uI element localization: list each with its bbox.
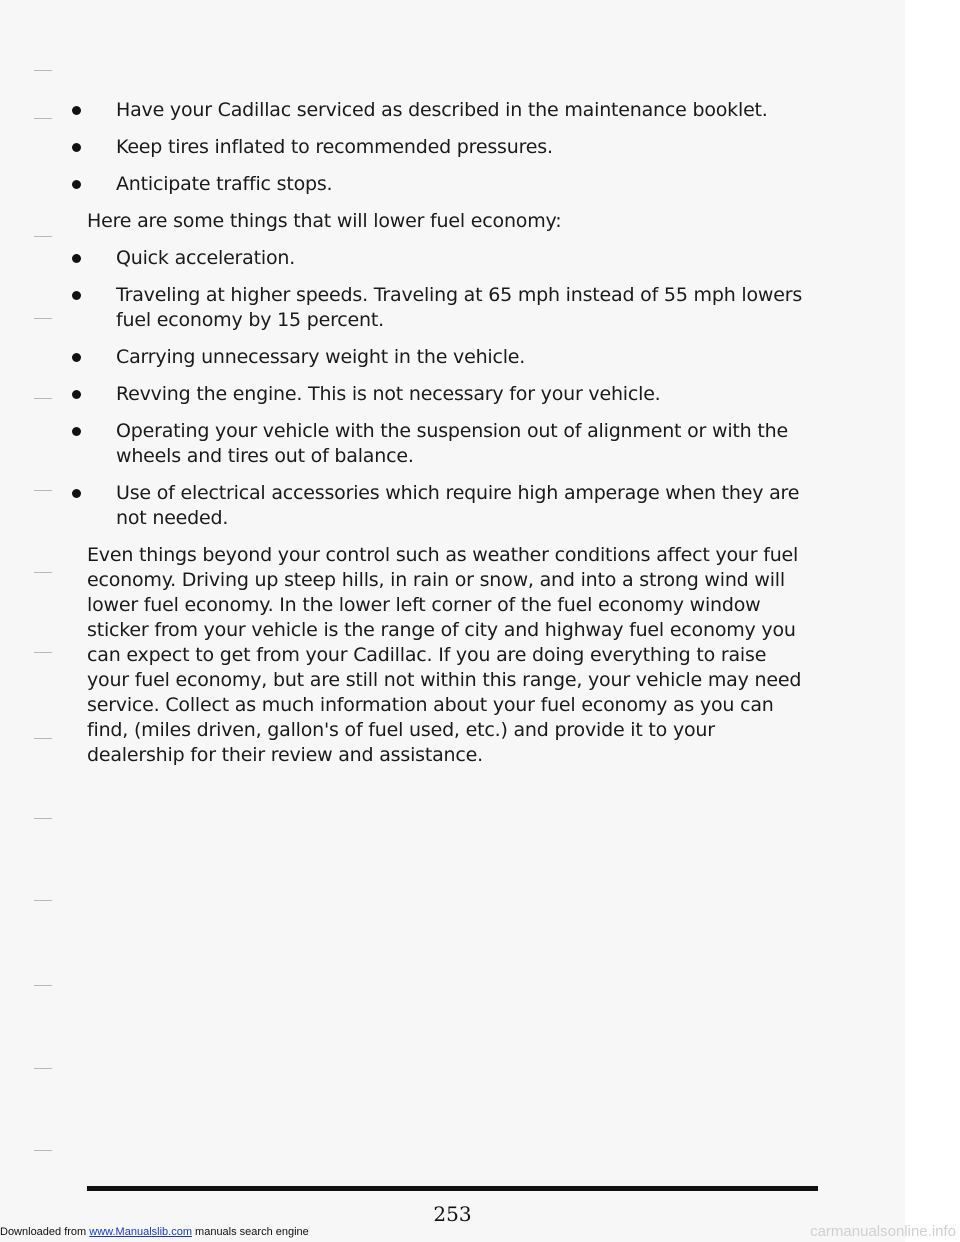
list-item-text: Operating your vehicle with the suspension out of alignment or with the wheels and tires out of balance. [116,420,788,467]
margin-tick [34,118,52,119]
margin-tick [34,985,52,986]
list-item [87,283,807,333]
footer-prefix: Downloaded from [0,1226,90,1238]
margin-ticks [30,0,70,1242]
margin-tick [34,572,52,573]
bullet-icon [72,427,81,436]
list-item-text: Carrying unnecessary weight in the vehicle. [116,346,526,368]
margin-tick [34,1150,52,1151]
margin-tick [34,490,52,491]
list-item-text: Have your Cadillac serviced as described in the maintenance booklet. [116,99,768,121]
fuel-economy-list [87,246,807,531]
tips-list [87,98,807,197]
list-item-text: Quick acceleration. [116,247,296,269]
page-number: 253 [433,1202,472,1226]
list-item-text: Traveling at higher speeds. Traveling at 65 mph instead of 55 mph lowers fuel economy by 15 percent. [116,284,803,331]
footer-suffix: manuals search engine [191,1226,309,1238]
margin-tick [34,900,52,901]
margin-tick [34,652,52,653]
list-item-text: Anticipate traffic stops. [116,173,333,195]
list-item [87,135,807,160]
bullet-icon [72,489,81,498]
list-item-text: Keep tires inflated to recommended pressures. [116,136,553,158]
margin-tick [34,236,52,237]
body-paragraph: Even things beyond your control such as weather conditions affect your fuel economy. Driving up steep hills, in rain or snow, and into a strong wind will lower fuel economy. In the lower left corner of the fuel economy window sticker from your vehicle is the range of city and highway fuel economy you can expect to get from your Cadillac. If you are doing everything to raise your fuel economy, but are still not within this range, your vehicle may need service. Collect as much information about your fuel economy as you can find, (miles driven, gallon's of fuel used, etc.) and provide it to your dealership for their review and assistance. [87,544,802,766]
watermark-text: carmanualsonline.info [810,1223,956,1240]
bullet-icon [72,390,81,399]
list-item [87,382,807,407]
bullet-icon [72,254,81,263]
list-item [87,172,807,197]
margin-tick [34,1068,52,1069]
bullet-icon [72,291,81,300]
manualslib-link[interactable]: www.Manualslib.com [89,1226,192,1238]
margin-tick [34,70,52,71]
download-footer [0,1226,309,1238]
bullet-icon [72,353,81,362]
list-item [87,345,807,370]
intro-text: Here are some things that will lower fuel economy: [87,210,562,232]
footer-rule [87,1186,818,1191]
list-item-text: Use of electrical accessories which require high amperage when they are not needed. [116,482,800,529]
list-item-text: Revving the engine. This is not necessary for your vehicle. [116,383,661,405]
margin-tick [34,398,52,399]
list-item [87,98,807,123]
list-item [87,246,807,271]
bullet-icon [72,180,81,189]
margin-tick [34,318,52,319]
list-item [87,481,807,531]
page-content [87,98,807,780]
margin-tick [34,818,52,819]
bullet-icon [72,143,81,152]
bullet-icon [72,106,81,115]
margin-tick [34,738,52,739]
list-item [87,419,807,469]
